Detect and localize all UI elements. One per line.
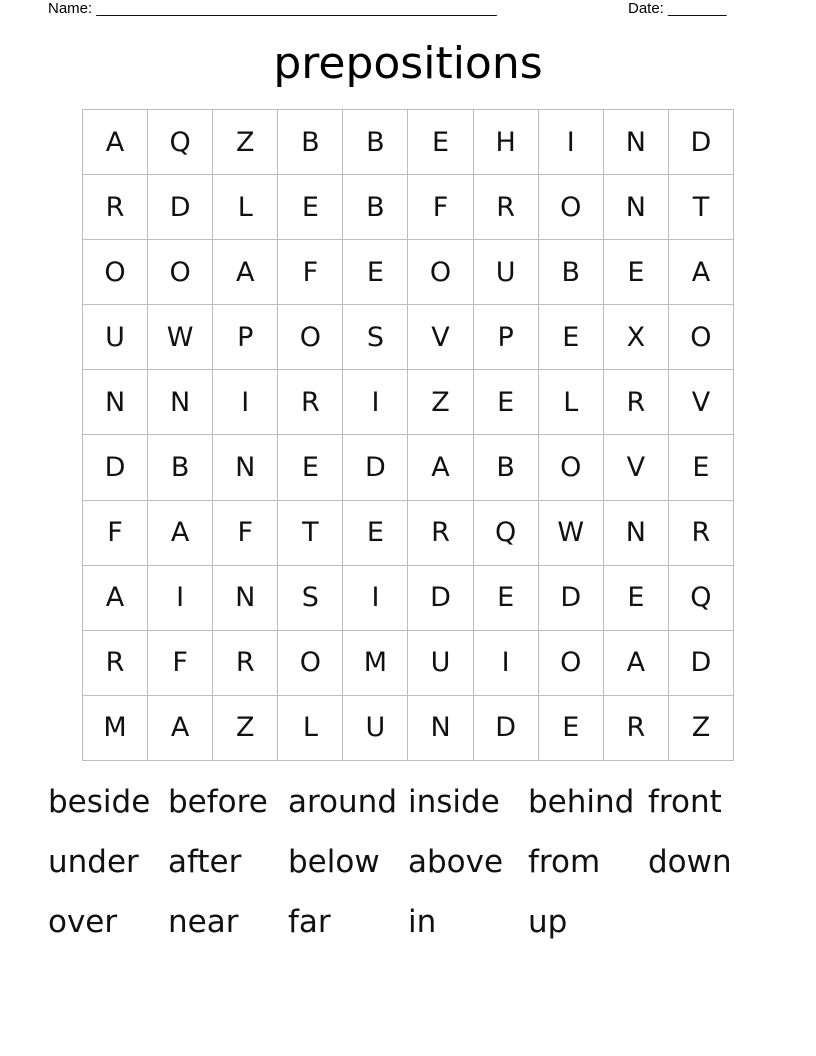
grid-cell: N (213, 566, 278, 631)
grid-cell: M (343, 631, 408, 696)
word-bank-item: before (168, 784, 268, 820)
grid-cell: A (213, 240, 278, 305)
grid-cell: D (408, 566, 473, 631)
grid-cell: N (604, 110, 669, 175)
date-field: Date: _______ (628, 0, 727, 17)
grid-cell: R (213, 631, 278, 696)
grid-cell: R (669, 501, 734, 566)
grid-cell: A (669, 240, 734, 305)
grid-cell: N (148, 370, 213, 435)
grid-cell: E (408, 110, 473, 175)
word-bank-item: below (288, 844, 380, 880)
grid-cell: H (474, 110, 539, 175)
grid-cell: A (83, 110, 148, 175)
grid-cell: Z (213, 696, 278, 761)
grid-cell: E (474, 566, 539, 631)
grid-cell: B (148, 435, 213, 500)
grid-cell: Q (148, 110, 213, 175)
grid-cell: E (474, 370, 539, 435)
grid-cell: D (539, 566, 604, 631)
word-bank-item: from (528, 844, 601, 880)
word-bank-item: inside (408, 784, 500, 820)
grid-cell: N (213, 435, 278, 500)
grid-cell: B (474, 435, 539, 500)
grid-cell: L (539, 370, 604, 435)
grid-cell: B (343, 110, 408, 175)
grid-cell: E (669, 435, 734, 500)
grid-cell: N (83, 370, 148, 435)
grid-cell: E (539, 305, 604, 370)
grid-cell: B (539, 240, 604, 305)
grid-cell: D (148, 175, 213, 240)
grid-cell: D (669, 631, 734, 696)
grid-cell: O (539, 175, 604, 240)
grid-cell: R (474, 175, 539, 240)
grid-cell: I (474, 631, 539, 696)
grid-cell: U (83, 305, 148, 370)
grid-cell: L (213, 175, 278, 240)
grid-cell: R (278, 370, 343, 435)
grid-cell: I (213, 370, 278, 435)
grid-cell: Q (669, 566, 734, 631)
grid-cell: S (278, 566, 343, 631)
grid-cell: V (669, 370, 734, 435)
grid-cell: I (148, 566, 213, 631)
grid-cell: F (408, 175, 473, 240)
page-title: prepositions (273, 38, 543, 89)
grid-cell: R (604, 696, 669, 761)
grid-cell: N (604, 175, 669, 240)
grid-cell: S (343, 305, 408, 370)
word-bank-item: near (168, 904, 239, 940)
grid-cell: N (408, 696, 473, 761)
header (48, 0, 748, 20)
grid-cell: Q (474, 501, 539, 566)
grid-cell: F (213, 501, 278, 566)
grid-cell: O (278, 305, 343, 370)
word-bank-item: after (168, 844, 242, 880)
grid-cell: U (343, 696, 408, 761)
grid-cell: I (343, 370, 408, 435)
grid-cell: A (604, 631, 669, 696)
grid-cell: F (83, 501, 148, 566)
grid-cell: D (83, 435, 148, 500)
grid-cell: F (148, 631, 213, 696)
grid-cell: E (343, 501, 408, 566)
word-bank-item: up (528, 904, 568, 940)
grid-cell: E (539, 696, 604, 761)
grid-cell: A (83, 566, 148, 631)
word-search-grid (82, 109, 734, 761)
grid-cell: O (278, 631, 343, 696)
grid-cell: E (278, 435, 343, 500)
grid-cell: I (539, 110, 604, 175)
grid-cell: R (83, 631, 148, 696)
word-bank-item: beside (48, 784, 151, 820)
grid-cell: N (604, 501, 669, 566)
name-field: Name: ________________________________________________ (48, 0, 497, 17)
grid-cell: Z (213, 110, 278, 175)
grid-cell: O (669, 305, 734, 370)
grid-cell: V (408, 305, 473, 370)
grid-cell: O (408, 240, 473, 305)
grid-cell: Z (669, 696, 734, 761)
grid-cell: E (278, 175, 343, 240)
grid-cell: A (408, 435, 473, 500)
grid-cell: A (148, 501, 213, 566)
grid-cell: L (278, 696, 343, 761)
grid-cell: W (148, 305, 213, 370)
grid-cell: D (669, 110, 734, 175)
word-bank-item: in (408, 904, 437, 940)
grid-cell: T (278, 501, 343, 566)
word-bank-item: down (648, 844, 732, 880)
grid-cell: A (148, 696, 213, 761)
grid-cell: R (83, 175, 148, 240)
grid-cell: O (539, 631, 604, 696)
grid-cell: F (278, 240, 343, 305)
word-bank-item: behind (528, 784, 635, 820)
grid-cell: D (343, 435, 408, 500)
word-bank-item: far (288, 904, 331, 940)
grid-cell: W (539, 501, 604, 566)
word-bank-item: under (48, 844, 139, 880)
grid-cell: U (408, 631, 473, 696)
grid-cell: B (278, 110, 343, 175)
grid-cell: R (604, 370, 669, 435)
word-bank-item: over (48, 904, 118, 940)
grid-cell: V (604, 435, 669, 500)
word-bank (48, 778, 768, 958)
grid-cell: D (474, 696, 539, 761)
grid-cell: O (539, 435, 604, 500)
grid-cell: R (408, 501, 473, 566)
grid-cell: U (474, 240, 539, 305)
grid-cell: E (604, 566, 669, 631)
word-bank-item: front (648, 784, 722, 820)
grid-cell: E (343, 240, 408, 305)
word-bank-item: above (408, 844, 504, 880)
grid-cell: I (343, 566, 408, 631)
grid-cell: O (83, 240, 148, 305)
grid-cell: M (83, 696, 148, 761)
grid-cell: X (604, 305, 669, 370)
grid-cell: O (148, 240, 213, 305)
grid-cell: P (213, 305, 278, 370)
grid-cell: P (474, 305, 539, 370)
word-bank-item: around (288, 784, 397, 820)
grid-cell: T (669, 175, 734, 240)
grid-cell: E (604, 240, 669, 305)
grid-cell: B (343, 175, 408, 240)
grid-cell: Z (408, 370, 473, 435)
